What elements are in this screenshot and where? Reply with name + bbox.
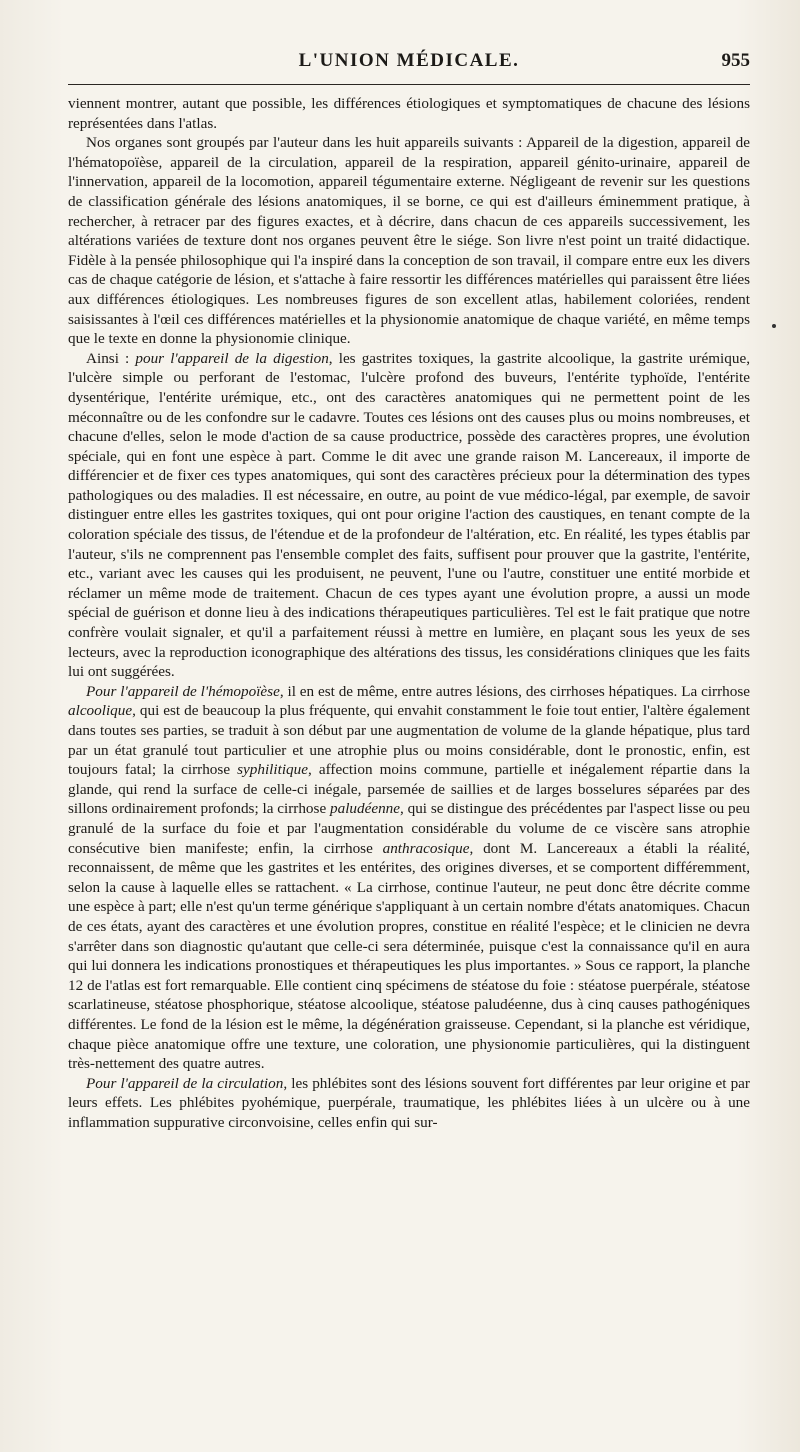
margin-speck	[772, 324, 776, 328]
text-run: Ainsi :	[86, 349, 136, 367]
paragraph	[68, 133, 750, 349]
body-text	[68, 94, 750, 1132]
running-title: L'UNION MÉDICALE.	[298, 50, 520, 71]
paragraph	[68, 94, 750, 133]
italic-text: Pour l'appareil de l'hémopoïèse	[86, 682, 280, 700]
text-run: , qui est de beaucoup la plus fréquente, qui envahit constamment le foie tout entier, l'altère également dans toutes ses parties, se traduit à son début par une augmentation de volume de la glande hépatique, plus tard par un état granulé tout particulier et une atrophie plus ou moins considérable, dont le pronostic, enfin, est toujours fatal; la cirrhose	[68, 702, 750, 779]
italic-text: Pour l'appareil de la circulation	[86, 1074, 284, 1092]
text-run: , affection moins commune, partielle et inégalement répartie dans la glande, qui rend la surface de celle-ci inégale, parsemée de saillies et de larges bosselures séparées par des sillons ordinairement profonds; la cirrhose	[68, 761, 750, 818]
text-run: , les gastrites toxiques, la gastrite alcoolique, la gastrite urémique, l'ulcère simple ou perforant de l'estomac, l'ulcère profond des buveurs, l'entérite typhoïde, l'entérite dysentérique, l'entérite urémique, etc., ont des caractères anatomiques qui ne permettent point de les méconnaître ou de les confondre sur le cadavre. Toutes ces lésions ont des causes plus ou moins nombreuses, et chacune d'elles, selon le mode d'action de sa cause productrice, possède des caractères propres, une évolution spéciale, qui en font une espèce à part. Comme le dit avec une grande raison M. Lancereaux, il importe de différencier et de fixer ces types anatomiques, qui sont des caractères précieux pour la détermination des types pathologiques ou des maladies. Il est nécessaire, en outre, au point de vue médico-légal, par exemple, de savoir distinguer entre elles les gastrites toxiques, qui ont pour origine l'action des caustiques, en tenant compte de la coloration spéciale des tissus, de l'étendue et de la profondeur de l'altération, etc. En réalité, les types établis par l'auteur, s'ils ne comprennent pas l'ensemble complet des faits, suffisent pour prouver que la gastrite, l'entérite, etc., variant avec les causes qui les produisent, ne peuvent, l'une ou l'autre, constituer une entité morbide et réclamer un même mode de traitement. Chacun de ces types ayant une évolution propre, a aussi un mode spécial de guérison et donne lieu à des indications thérapeutiques particulières. Tel est le fait pratique que notre confrère voulait signaler, et qu'il a parfaitement réussi à mettre en lumière, en plaçant sous les yeux de ses lecteurs, avec la reproduction iconographique des altérations des tissus, les considérations cliniques que les faits lui ont suggérées.	[68, 349, 750, 681]
text-run: , qui se distingue des précédentes par l'aspect lisse ou peu granulé de la surface du foie et par l'augmentation considérable du volume de ce viscère sans atrophie consécutive bien manifeste; enfin, la cirrhose	[68, 800, 750, 857]
paragraph	[68, 682, 750, 1074]
paragraph	[68, 1074, 750, 1133]
text-run: , il en est de même, entre autres lésions, des cirrhoses hépatiques. La cirrhose	[279, 682, 751, 700]
page-header	[68, 44, 750, 84]
text-run: , les phlébites sont des lésions souvent fort différentes par leur origine et par leurs effets. Les phlébites pyohémique, puerpérale, traumatique, les phlébites liées à un ulcère ou à une inflammation suppurative circonvoisine, celles enfin qui sur-	[68, 1074, 750, 1131]
italic-text: pour l'appareil de la digestion	[135, 349, 329, 367]
page-number: 955	[721, 50, 750, 71]
header-rule	[68, 84, 750, 85]
italic-text: anthracosique	[382, 839, 470, 857]
text-run: viennent montrer, autant que possible, les différences étiologiques et symptomatiques de chacune des lésions représentées dans l'atlas.	[68, 95, 750, 132]
text-run: , dont M. Lancereaux a établi la réalité, reconnaissent, de même que les gastrites et les entérites, des origines diverses, et se comportent différemment, selon la cause à laquelle elles se rattachent. « La cirrhose, continue l'auteur, ne peut donc être décrite comme une espèce à part; elle n'est qu'un terme générique s'appliquant à un certain nombre d'états anatomiques. Chacun de ces états, ayant des caractères et une évolution propres, constitue en réalité l'espèce; et le clinicien ne devra s'arrêter dans son diagnostic qu'autant que celle-ci sera déterminée, puisque c'est la connaissance qu'il en aura qui lui donnera les indications pronostiques et thérapeutiques les plus importantes. » Sous ce rapport, la planche 12 de l'atlas est fort remarquable. Elle contient cinq spécimens de stéatose du foie : stéatose puerpérale, stéatose scarlatineuse, stéatose phosphorique, stéatose alcoolique, stéatose paludéenne, dus à cinq causes pathogéniques différentes. Le fond de la lésion est le même, la dégénération graisseuse. Cependant, si la planche est véridique, chaque pièce anatomique offre une texture, une coloration, une physionomie particulières, qui la distinguent très-nettement des quatre autres.	[68, 839, 750, 1073]
italic-text: paludéenne	[330, 800, 401, 818]
paragraph	[68, 349, 750, 682]
italic-text: alcoolique	[68, 702, 133, 720]
italic-text: syphilitique	[237, 761, 308, 779]
text-run: Nos organes sont groupés par l'auteur dans les huit appareils suivants : Appareil de la digestion, appareil de l'hématopoïèse, appareil de la circulation, appareil de la respiration, appareil génito-urinaire, appareil de l'innervation, appareil de la locomotion, appareil tégumentaire externe. Négligeant de revenir sur les questions de classification générale des lésions anatomiques, il se borne, ce qui est d'ailleurs éminemment pratique, à rechercher, à retracer par des figures exactes, et à décrire, dans chacun de ces appareils successivement, les altérations variées de texture dont nos organes peuvent être le siége. Son livre n'est point un traité didactique. Fidèle à la pensée philosophique qui l'a inspiré dans la conception de son travail, il compare entre eux les divers cas de chaque catégorie de lésion, et s'attache à faire ressortir les différences matérielles qui paraissent être liées aux différences étiologiques. Les nombreuses figures de son excellent atlas, habilement coloriées, rendent saisissantes à l'œil ces différences matérielles et la physionomie anatomique de chaque variété, en même temps que le texte en donne la physionomie clinique.	[68, 134, 750, 348]
